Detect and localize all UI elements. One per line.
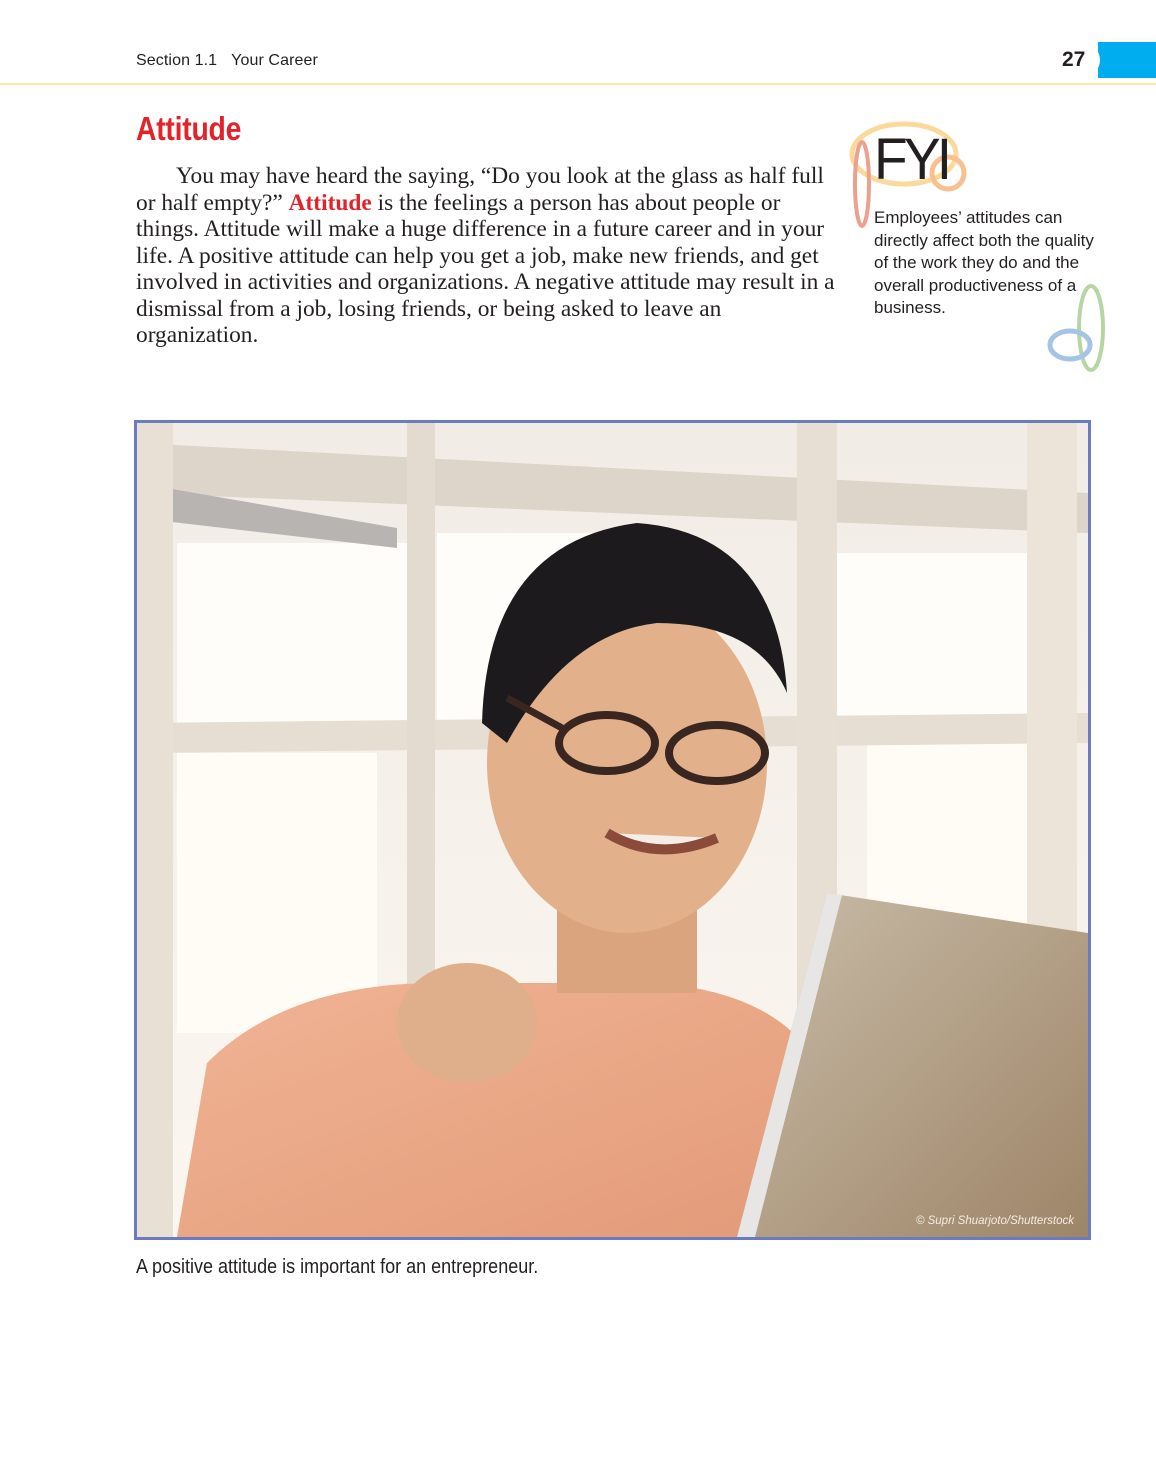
paragraph-text: You may have heard the saying, “Do you look at the glass as half full or half empty?”: [136, 163, 824, 216]
fyi-label: FYI: [874, 127, 949, 192]
fyi-sidebar: [846, 112, 1116, 382]
header-rule: [0, 83, 1156, 85]
section-title: Your Career: [231, 52, 318, 69]
running-head: [136, 52, 318, 70]
photo-credit: © Supri Shuarjoto/Shutterstock: [915, 1215, 1074, 1227]
section-number: Section 1.1: [136, 52, 218, 69]
paragraph-text: is the feelings a person has about people or things. Attitude will make a huge difference in a future career and in your life. A positive attitude can help you get a job, make new friends, and get involved in activities and organizations. A negative attitude may result in a dismissal from a job, losing friends, or being asked to leave an organization.: [136, 189, 835, 348]
photo-figure: [134, 420, 1091, 1240]
page-tab: [1098, 42, 1156, 78]
photo-man-with-laptop: [137, 423, 1088, 1237]
body-paragraph: [136, 163, 836, 349]
page-number: 27: [1062, 48, 1086, 71]
fyi-text: Employees’ attitudes can directly affect both the quality of the work they do and the overall productiveness of a business.: [874, 208, 1094, 317]
key-term: Attitude: [288, 189, 372, 216]
section-heading: Attitude: [136, 110, 242, 147]
figure-caption: A positive attitude is important for an entrepreneur.: [136, 1256, 539, 1278]
